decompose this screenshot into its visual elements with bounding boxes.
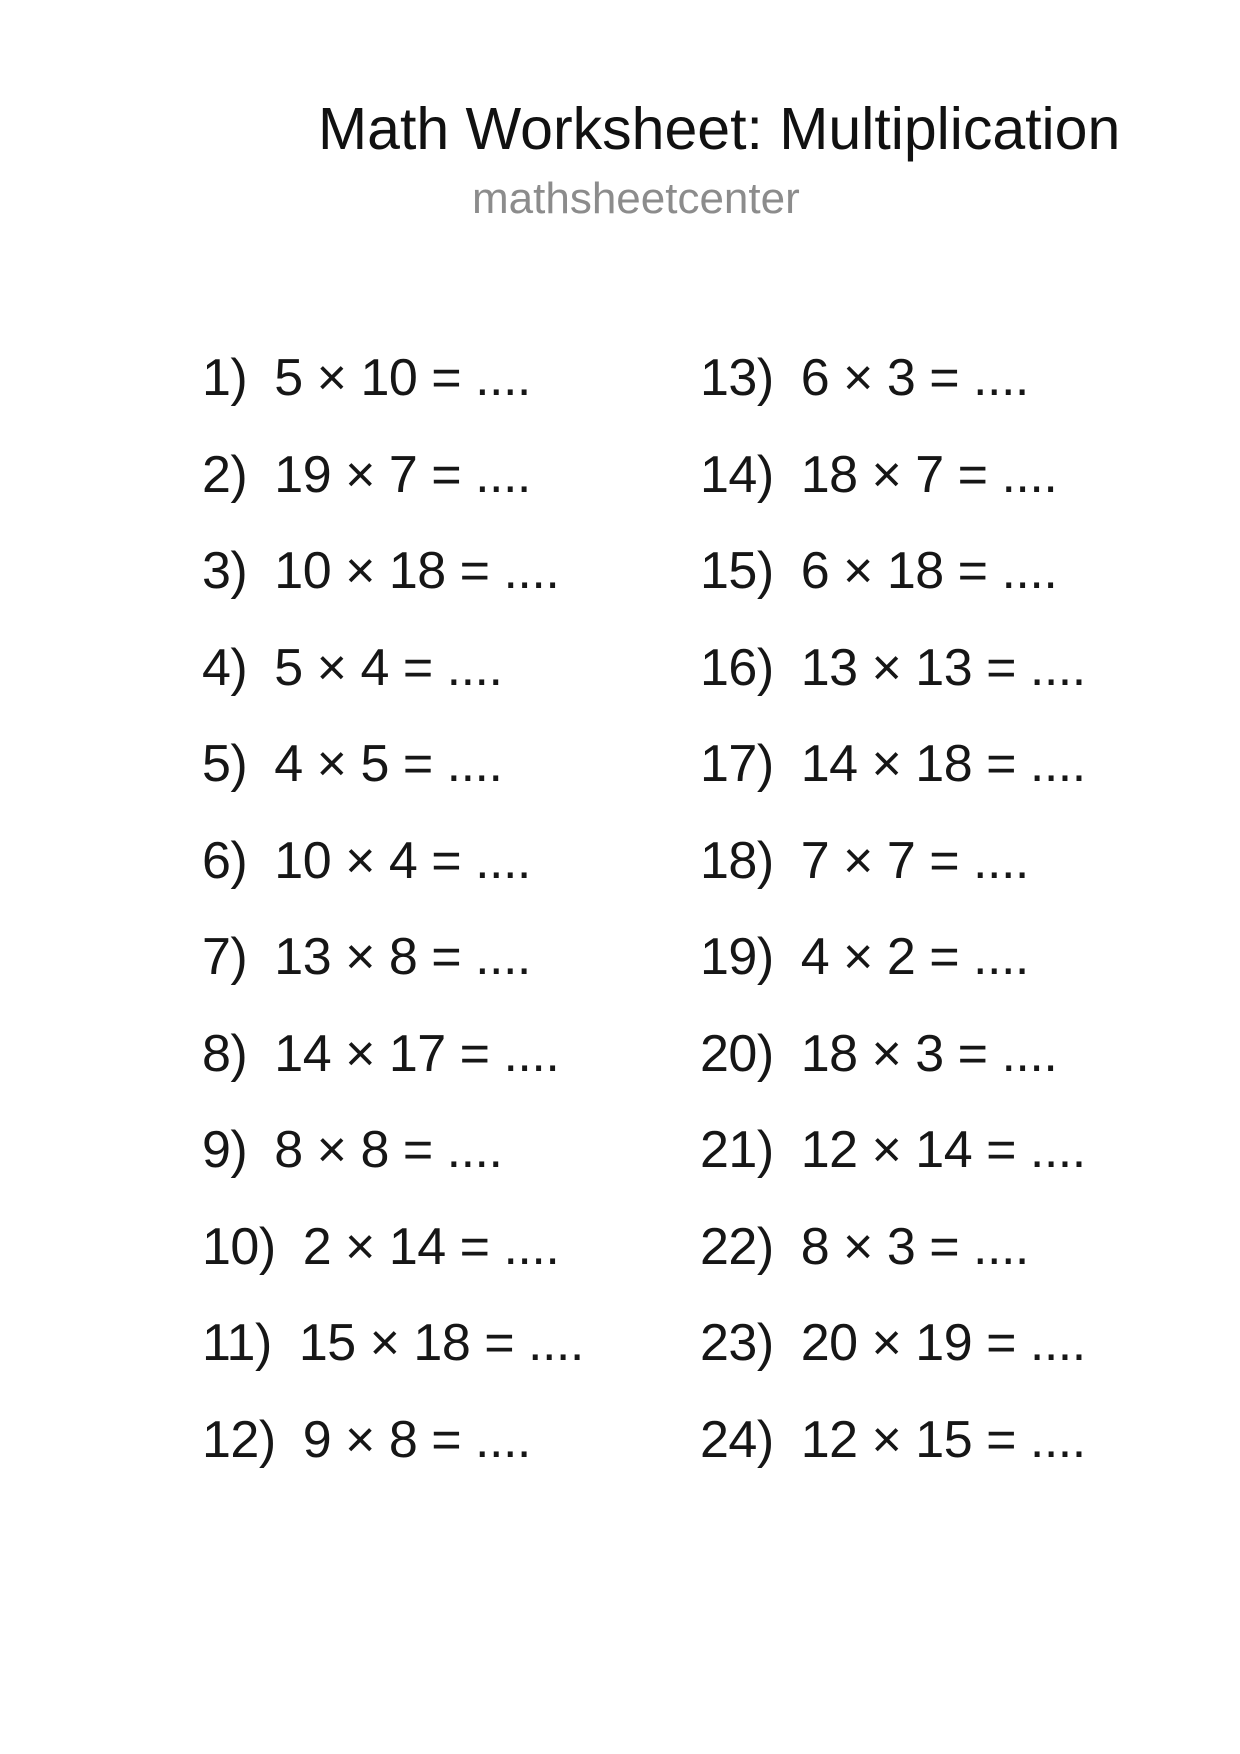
problem-row xyxy=(202,813,584,910)
problem-row xyxy=(202,1199,584,1296)
problem-equation: 18 × 7 = .... xyxy=(800,445,1058,504)
page-title: Math Worksheet: Multiplication xyxy=(318,96,1121,162)
problem-number: 5) xyxy=(202,735,248,793)
problem-number: 17) xyxy=(700,735,774,793)
problem-equation: 20 × 19 = .... xyxy=(800,1314,1086,1372)
problem-equation: 5 × 10 = .... xyxy=(274,349,531,407)
problem-equation: 4 × 2 = .... xyxy=(800,928,1029,986)
problem-row xyxy=(202,523,584,620)
problem-row xyxy=(700,1102,1086,1199)
problem-number: 11) xyxy=(202,1314,272,1372)
problem-row xyxy=(700,813,1086,910)
page-subtitle: mathsheetcenter xyxy=(472,174,800,223)
problem-number: 21) xyxy=(700,1121,774,1179)
problem-row xyxy=(202,716,584,813)
problem-number: 20) xyxy=(700,1024,774,1083)
problem-row xyxy=(700,427,1086,524)
problem-row xyxy=(202,427,584,524)
problem-row xyxy=(202,620,584,717)
problem-number: 3) xyxy=(202,542,248,600)
problem-equation: 13 × 13 = .... xyxy=(800,638,1086,697)
problem-row xyxy=(700,1199,1086,1296)
problem-equation: 10 × 18 = .... xyxy=(274,542,560,600)
problem-equation: 4 × 5 = .... xyxy=(274,735,503,793)
problem-number: 22) xyxy=(700,1217,774,1276)
problem-equation: 2 × 14 = .... xyxy=(302,1217,560,1276)
problem-number: 7) xyxy=(202,928,248,986)
problem-equation: 14 × 18 = .... xyxy=(800,735,1086,793)
problem-number: 12) xyxy=(202,1410,276,1469)
problem-row xyxy=(700,1295,1086,1392)
problem-row xyxy=(700,523,1086,620)
problem-equation: 13 × 8 = .... xyxy=(274,928,531,986)
problem-number: 14) xyxy=(700,445,774,504)
problem-row xyxy=(700,330,1086,427)
problem-row xyxy=(202,1392,584,1489)
problem-number: 19) xyxy=(700,928,774,986)
problem-number: 23) xyxy=(700,1314,774,1372)
problem-row xyxy=(202,1102,584,1199)
problems-column-right xyxy=(700,330,1086,1488)
problem-equation: 6 × 3 = .... xyxy=(800,349,1029,407)
problem-equation: 19 × 7 = .... xyxy=(274,445,531,504)
problem-equation: 12 × 15 = .... xyxy=(800,1410,1086,1469)
problem-number: 16) xyxy=(700,638,774,697)
problems-column-left xyxy=(202,330,584,1488)
problem-number: 13) xyxy=(700,349,774,407)
problem-equation: 18 × 3 = .... xyxy=(800,1024,1058,1083)
problem-number: 2) xyxy=(202,445,248,504)
problem-number: 1) xyxy=(202,349,248,407)
problem-equation: 8 × 8 = .... xyxy=(274,1121,503,1179)
problem-number: 6) xyxy=(202,831,248,890)
problem-row xyxy=(202,909,584,1006)
problem-number: 10) xyxy=(202,1217,276,1276)
problem-equation: 10 × 4 = .... xyxy=(274,831,531,890)
problem-equation: 6 × 18 = .... xyxy=(800,542,1058,600)
problem-equation: 5 × 4 = .... xyxy=(274,638,503,697)
problem-equation: 8 × 3 = .... xyxy=(800,1217,1029,1276)
problem-row xyxy=(700,620,1086,717)
problem-row xyxy=(700,909,1086,1006)
problem-number: 24) xyxy=(700,1410,774,1469)
problem-number: 4) xyxy=(202,638,248,697)
problem-equation: 9 × 8 = .... xyxy=(302,1410,531,1469)
problem-number: 18) xyxy=(700,831,774,890)
problem-number: 15) xyxy=(700,542,774,600)
problem-equation: 12 × 14 = .... xyxy=(800,1121,1086,1179)
problem-row xyxy=(700,716,1086,813)
problem-row xyxy=(700,1006,1086,1103)
problem-equation: 14 × 17 = .... xyxy=(274,1024,560,1083)
problem-row xyxy=(202,1006,584,1103)
problem-row xyxy=(202,1295,584,1392)
problem-row xyxy=(202,330,584,427)
problem-number: 9) xyxy=(202,1121,248,1179)
problem-number: 8) xyxy=(202,1024,248,1083)
problem-equation: 7 × 7 = .... xyxy=(800,831,1029,890)
problem-row xyxy=(700,1392,1086,1489)
problem-equation: 15 × 18 = .... xyxy=(298,1314,584,1372)
